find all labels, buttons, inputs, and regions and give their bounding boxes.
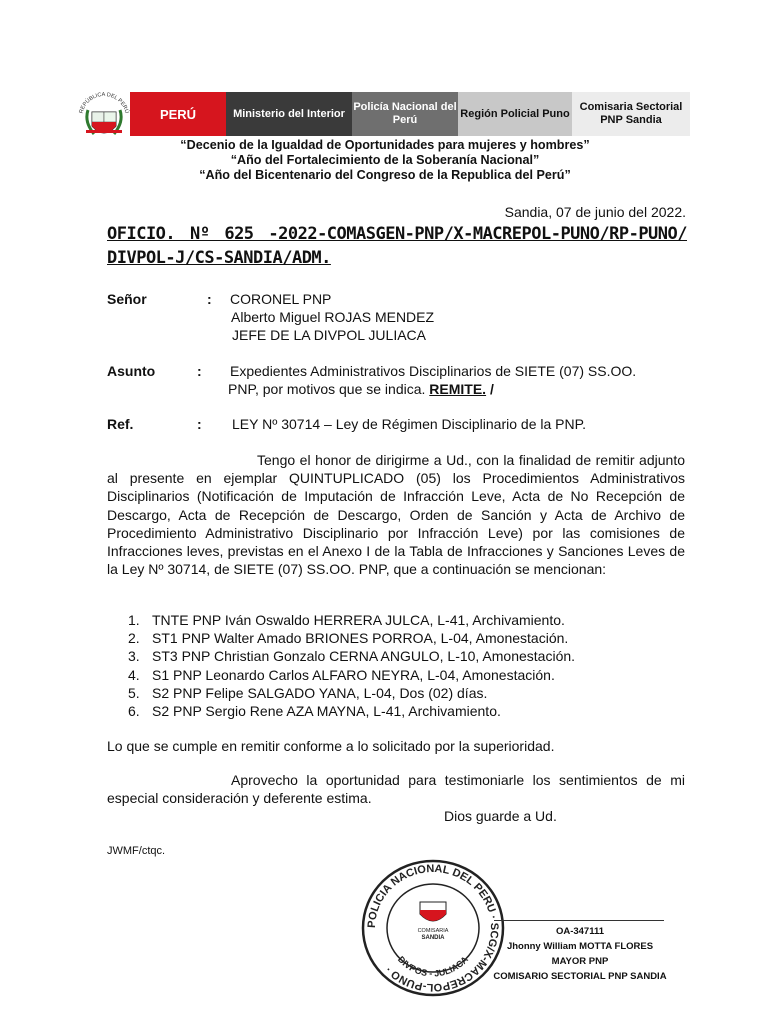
asunto-colon: : (197, 363, 202, 379)
officer-list (128, 611, 575, 720)
body-paragraph (107, 451, 685, 578)
motto-line: “Año del Bicentenario del Congreso de la Republica del Perú” (199, 168, 571, 182)
addressee-line: CORONEL PNP (230, 291, 332, 307)
mottos (100, 138, 670, 183)
asunto-line: Expedientes Administrativos Disciplinarios de SIETE (07) SS.OO. (230, 363, 637, 379)
header-comisaria: Comisaria Sectorial PNP Sandia (572, 92, 690, 136)
list-text: S2 PNP Felipe SALGADO YANA, L-04, Dos (02) días. (152, 684, 488, 701)
senor-label: Señor (107, 291, 147, 307)
list-number: 4. (128, 666, 140, 683)
list-number: 1. (128, 612, 140, 628)
list-item (128, 702, 575, 720)
list-text: S2 PNP Sergio Rene AZA MAYNA, L-41, Archivamiento. (152, 703, 501, 720)
closing-text: Aprovecho la oportunidad para testimoniarle los sentimientos de mi especial consideración y deferente estima. (107, 772, 685, 806)
list-number: 2. (128, 630, 140, 647)
closing-paragraph-1: Lo que se cumple en remitir conforme a lo solicitado por la superioridad. (107, 738, 555, 754)
svg-text:REPÚBLICA DEL PERÚ: REPÚBLICA DEL PERÚ (78, 91, 130, 115)
header-ministerio: Ministerio del Interior (226, 92, 352, 136)
list-item (128, 611, 575, 629)
body-text: Tengo el honor de dirigirme a Ud., con la finalidad de remitir adjunto al presente en ejemplar QUINTUPLICADO (05) los Procedimientos Administrativos Disciplinarios (Notificación de Imputación de Infracción Leve, Acta de No Recepción de Descargo, Acta de Recepción de Descargo, Orden de Sanción y Acta de Archivo de Procedimiento Administrativo Disciplinario por Infracción Leve) por las comisiones de Infracciones leves, previstas en el Anexo I de la Tabla de Infracciones y Sanciones Leves de la Ley Nº 30714, de SIETE (07) SS.OO. PNP, que a continuación se mencionan: (107, 452, 685, 578)
signature-rank: MAYOR PNP (551, 956, 609, 967)
signature-code: OA-347111 (555, 926, 605, 937)
header-region: Región Policial Puno (458, 92, 572, 136)
ref-text: LEY Nº 30714 – Ley de Régimen Disciplinario de la PNP. (232, 416, 587, 432)
list-number: 5. (128, 684, 140, 701)
header-policia: Policía Nacional del Perú (352, 92, 458, 136)
list-text: ST3 PNP Christian Gonzalo CERNA ANGULO, L-10, Amonestación. (152, 648, 576, 665)
signature-line (494, 920, 664, 921)
document-date: Sandia, 07 de junio del 2022. (504, 204, 686, 220)
ref-colon: : (197, 416, 202, 432)
typist-initials: JWMF/ctqc. (107, 845, 166, 857)
farewell: Dios guarde a Ud. (444, 808, 557, 824)
list-item (128, 666, 575, 684)
signature-title: COMISARIO SECTORIAL PNP SANDIA (493, 971, 667, 982)
list-text: TNTE PNP Iván Oswaldo HERRERA JULCA, L-41, Archivamiento. (152, 612, 565, 628)
header-bar (130, 92, 690, 136)
addressee (230, 290, 434, 344)
signature-name: Jhonny William MOTTA FLORES (506, 941, 654, 952)
svg-text:POLICIA NACIONAL DEL PERU · SC: POLICIA NACIONAL DEL PERU · SCG/X-MACREPOL-PUNO · (365, 862, 501, 994)
list-item (128, 684, 575, 702)
signature-block (480, 924, 680, 984)
asunto-label: Asunto (107, 363, 156, 379)
list-item (128, 629, 575, 647)
header-peru: PERÚ (130, 92, 226, 136)
senor-colon: : (207, 291, 212, 307)
svg-text:SANDIA: SANDIA (421, 935, 445, 941)
remite-text: REMITE. (429, 381, 487, 397)
oficio-number-line2: DIVPOL-J/CS-SANDIA/ADM. (107, 248, 331, 268)
asunto-line2-text: PNP, por motivos que se indica. (228, 381, 430, 397)
oficio-number-line1: OFICIO. Nº 625 -2022-COMASGEN-PNP/X-MACREPOL-PUNO/RP-PUNO/ (107, 224, 687, 244)
list-number: 6. (128, 703, 140, 720)
motto-line: “Decenio de la Igualdad de Oportunidades para mujeres y hombres” (180, 138, 590, 152)
asunto-line2 (228, 380, 636, 398)
closing-paragraph-2 (107, 771, 685, 807)
list-text: ST1 PNP Walter Amado BRIONES PORROA, L-04, Amonestación. (152, 630, 569, 647)
list-text: S1 PNP Leonardo Carlos ALFARO NEYRA, L-04, Amonestación. (152, 666, 555, 683)
addressee-line: Alberto Miguel ROJAS MENDEZ (231, 309, 435, 325)
ref-label: Ref. (107, 416, 134, 432)
list-number: 3. (128, 648, 140, 665)
svg-text:DIVPOS - JULIACA: DIVPOS - JULIACA (395, 954, 471, 979)
asunto-text (230, 362, 636, 398)
addressee-line: JEFE DE LA DIVPOL JULIACA (232, 327, 426, 343)
list-item (128, 647, 575, 665)
peru-coat-of-arms-logo (74, 86, 134, 146)
asunto-slash: / (486, 381, 494, 397)
svg-text:COMISARIA: COMISARIA (417, 928, 449, 934)
motto-line: “Año del Fortalecimiento de la Soberanía Nacional” (230, 153, 540, 167)
